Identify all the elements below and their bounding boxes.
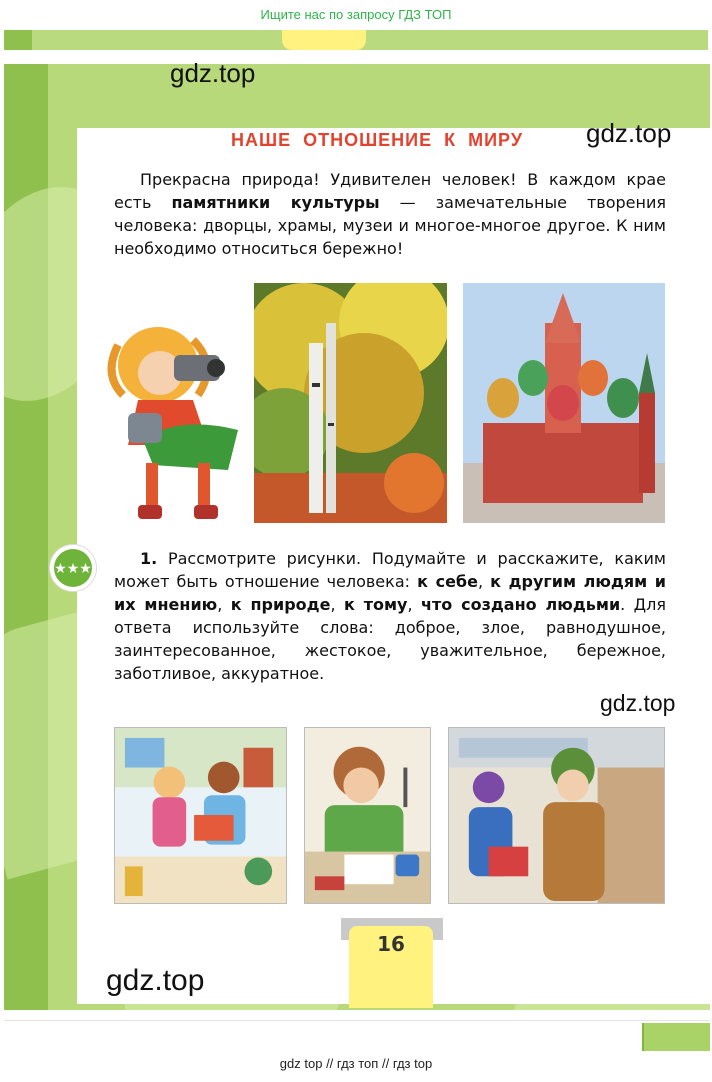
previous-page-band bbox=[4, 30, 32, 50]
difficulty-badge bbox=[50, 545, 96, 591]
intro-text: Прекрасна природа! Удивителен человек! В каждом крае есть bbox=[114, 170, 666, 212]
task-bold: к тому bbox=[343, 595, 408, 614]
st-basils-cathedral-photo bbox=[463, 283, 665, 523]
intro-bold-term: памятники культуры bbox=[171, 193, 380, 212]
intro-text: — замечательные творения человека: дворцы, храмы, музеи и многое-многое другое. К ним необходимо относиться бережно! bbox=[114, 193, 666, 258]
watermark: gdz.top bbox=[106, 964, 205, 997]
task-bold: к природе bbox=[230, 595, 331, 614]
task-text: Рассмотрите рисунки. Подумайте и расскажите, каким может быть отношение человека: bbox=[114, 549, 666, 591]
page-title: НАШЕ ОТНОШЕНИЕ К МИРУ bbox=[231, 130, 524, 150]
task-text: , bbox=[407, 595, 421, 614]
link-separator: // bbox=[326, 1056, 334, 1071]
next-page-edge bbox=[4, 1020, 710, 1050]
autumn-birch-photo bbox=[254, 283, 447, 523]
intro-paragraph bbox=[114, 168, 666, 260]
task-text: , bbox=[217, 595, 231, 614]
task-bold: к другим людям и их мнению bbox=[114, 572, 667, 614]
bottom-link[interactable]: гдз top bbox=[392, 1056, 433, 1071]
boy-doing-homework-illustration bbox=[304, 727, 431, 904]
girl-with-camera-illustration bbox=[98, 305, 246, 525]
task-text: . Для ответа используйте слова: доброе, злое, равнодушное, заинтересованное, жестокое, уважительное, бережное, заботливое, аккуратное. bbox=[114, 595, 667, 683]
link-separator: // bbox=[381, 1056, 390, 1071]
previous-page-tab bbox=[282, 30, 366, 50]
watermark: gdz.top bbox=[586, 118, 672, 148]
stars-icon: ★★★ bbox=[54, 549, 92, 587]
task-paragraph bbox=[114, 547, 666, 685]
task-text: , bbox=[330, 595, 344, 614]
task-bold: что создано людьми bbox=[420, 595, 621, 614]
watermark: gdz.top bbox=[170, 58, 256, 88]
bottom-links bbox=[0, 1050, 712, 1082]
task-number: 1. bbox=[140, 549, 158, 568]
bottom-link[interactable]: гдз топ bbox=[336, 1056, 379, 1071]
task-bold: к себе bbox=[417, 572, 478, 591]
bottom-link[interactable]: gdz top bbox=[279, 1056, 323, 1071]
watermark: gdz.top bbox=[600, 690, 676, 716]
page-number: 16 bbox=[349, 926, 433, 1008]
top-banner[interactable]: Ищите нас по запросу ГДЗ ТОП bbox=[0, 0, 712, 30]
task-text: , bbox=[477, 572, 491, 591]
next-page-strip bbox=[644, 1023, 710, 1051]
previous-page-edge bbox=[0, 30, 712, 54]
grandmother-shopping-illustration bbox=[448, 727, 665, 904]
children-reading-illustration bbox=[114, 727, 287, 904]
